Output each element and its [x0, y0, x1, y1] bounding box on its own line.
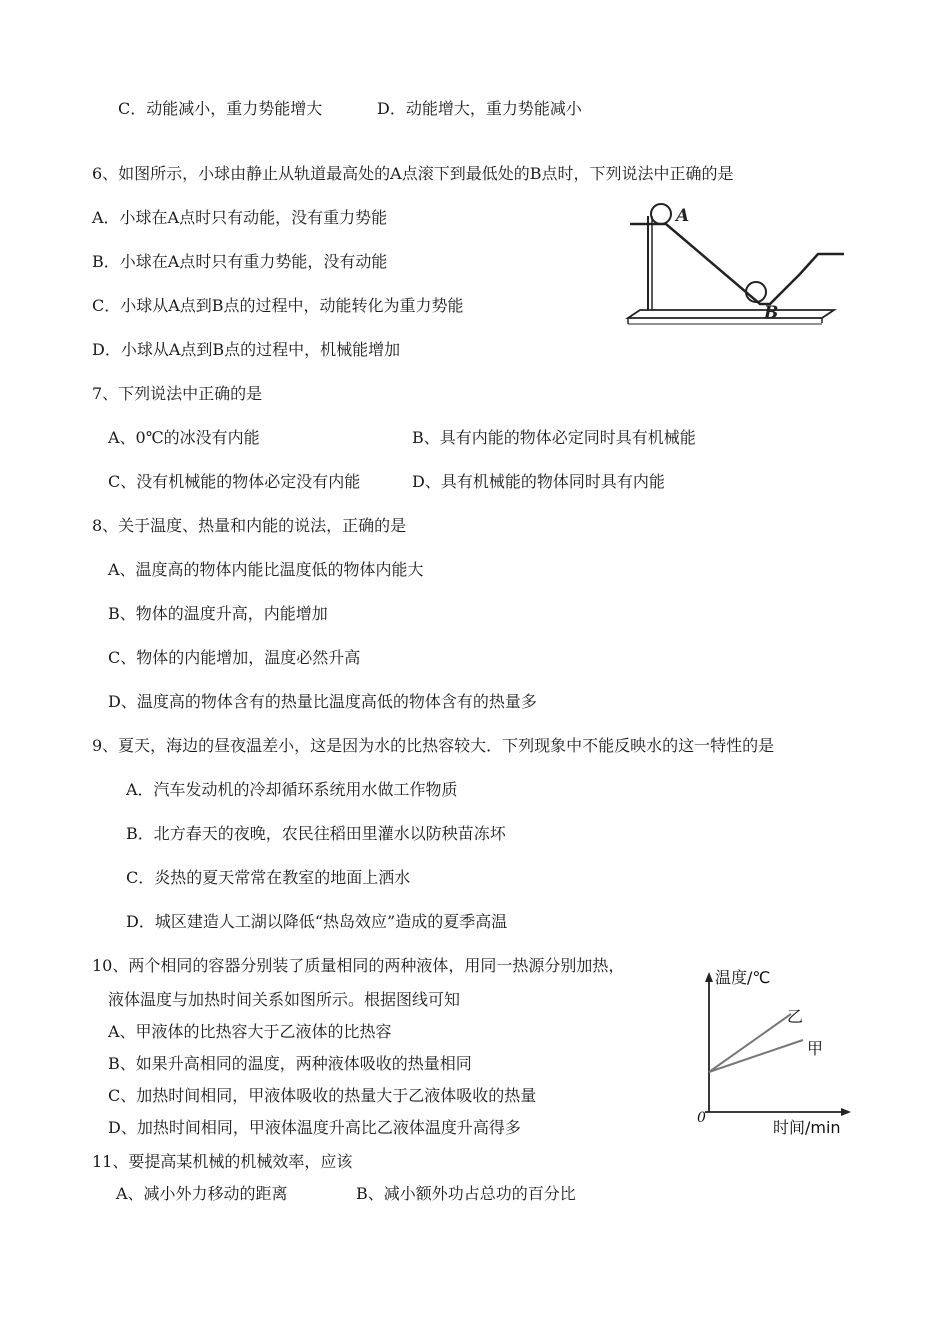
- q11-option-a: A、减小外力移动的距离: [116, 1184, 288, 1203]
- y-axis-arrow-icon: [705, 972, 713, 982]
- x-axis-label: 时间/min: [773, 1118, 841, 1137]
- q6-stem: 6、如图所示，小球由静止从轨道最高处的A点滚下到最低处的B点时，下列说法中正确的是: [92, 164, 734, 183]
- label-b: B: [764, 303, 779, 323]
- q8-option-c: C、物体的内能增加，温度必然升高: [108, 648, 361, 667]
- q9-option-d: D．城区建造人工湖以降低“热岛效应”造成的夏季高温: [126, 912, 508, 931]
- line-yi: [709, 1014, 791, 1072]
- q7-option-d: D、具有机械能的物体同时具有内能: [412, 472, 665, 491]
- q9-option-c: C．炎热的夏天常常在教室的地面上洒水: [126, 868, 411, 887]
- q11-option-b: B、减小额外功占总功的百分比: [356, 1184, 576, 1203]
- q8-option-d: D、温度高的物体含有的热量比温度高低的物体含有的热量多: [108, 692, 537, 711]
- q9-option-b: B．北方春天的夜晚，农民往稻田里灌水以防秧苗冻坏: [126, 824, 506, 843]
- q7-option-c: C、没有机械能的物体必定没有内能: [108, 472, 361, 491]
- q9-stem: 9、夏天，海边的昼夜温差小，这是因为水的比热容较大．下列现象中不能反映水的这一特性的是: [92, 736, 775, 755]
- q10-stem-line1: 10、两个相同的容器分别装了质量相同的两种液体，用同一热源分别加热，: [92, 956, 625, 975]
- q7-stem: 7、下列说法中正确的是: [92, 384, 263, 403]
- q5-option-c: C．动能减小，重力势能增大: [118, 99, 323, 118]
- series-label-jia: 甲: [807, 1039, 824, 1058]
- q5-option-d: D．动能增大，重力势能减小: [377, 99, 582, 118]
- q10-option-c: C、加热时间相同，甲液体吸收的热量大于乙液体吸收的热量: [108, 1086, 537, 1105]
- q8-option-b: B、物体的温度升高，内能增加: [108, 604, 328, 623]
- q7-option-b: B、具有内能的物体必定同时具有机械能: [412, 428, 696, 447]
- q7-option-a: A、0℃的冰没有内能: [108, 428, 260, 447]
- q6-option-c: C．小球从A点到B点的过程中，动能转化为重力势能: [92, 296, 464, 315]
- y-axis-label: 温度/℃: [715, 968, 771, 987]
- q10-option-a: A、甲液体的比热容大于乙液体的比热容: [108, 1022, 392, 1041]
- q10-option-b: B、如果升高相同的温度，两种液体吸收的热量相同: [108, 1054, 472, 1073]
- x-axis-arrow-icon: [841, 1108, 851, 1116]
- line-jia: [709, 1040, 803, 1072]
- temp-time-graph: [695, 962, 855, 1140]
- q6-option-d: D．小球从A点到B点的过程中，机械能增加: [92, 340, 401, 359]
- series-label-yi: 乙: [787, 1007, 804, 1026]
- q6-option-b: B．小球在A点时只有重力势能，没有动能: [92, 252, 388, 271]
- ball-a-icon: [651, 204, 671, 224]
- origin-label: 0: [697, 1110, 706, 1126]
- q9-option-a: A．汽车发动机的冷却循环系统用水做工作物质: [126, 780, 458, 799]
- q11-stem: 11、要提高某机械的机械效率，应该: [92, 1152, 353, 1171]
- q8-stem: 8、关于温度、热量和内能的说法，正确的是: [92, 516, 407, 535]
- q6-option-a: A．小球在A点时只有动能，没有重力势能: [92, 208, 388, 227]
- q10-stem-line2: 液体温度与加热时间关系如图所示。根据图线可知: [108, 990, 461, 1009]
- q8-option-a: A、温度高的物体内能比温度低的物体内能大: [108, 560, 424, 579]
- q10-option-d: D、加热时间相同，甲液体温度升高比乙液体温度升高得多: [108, 1118, 521, 1137]
- label-a: A: [676, 206, 690, 226]
- track-figure: [622, 192, 852, 327]
